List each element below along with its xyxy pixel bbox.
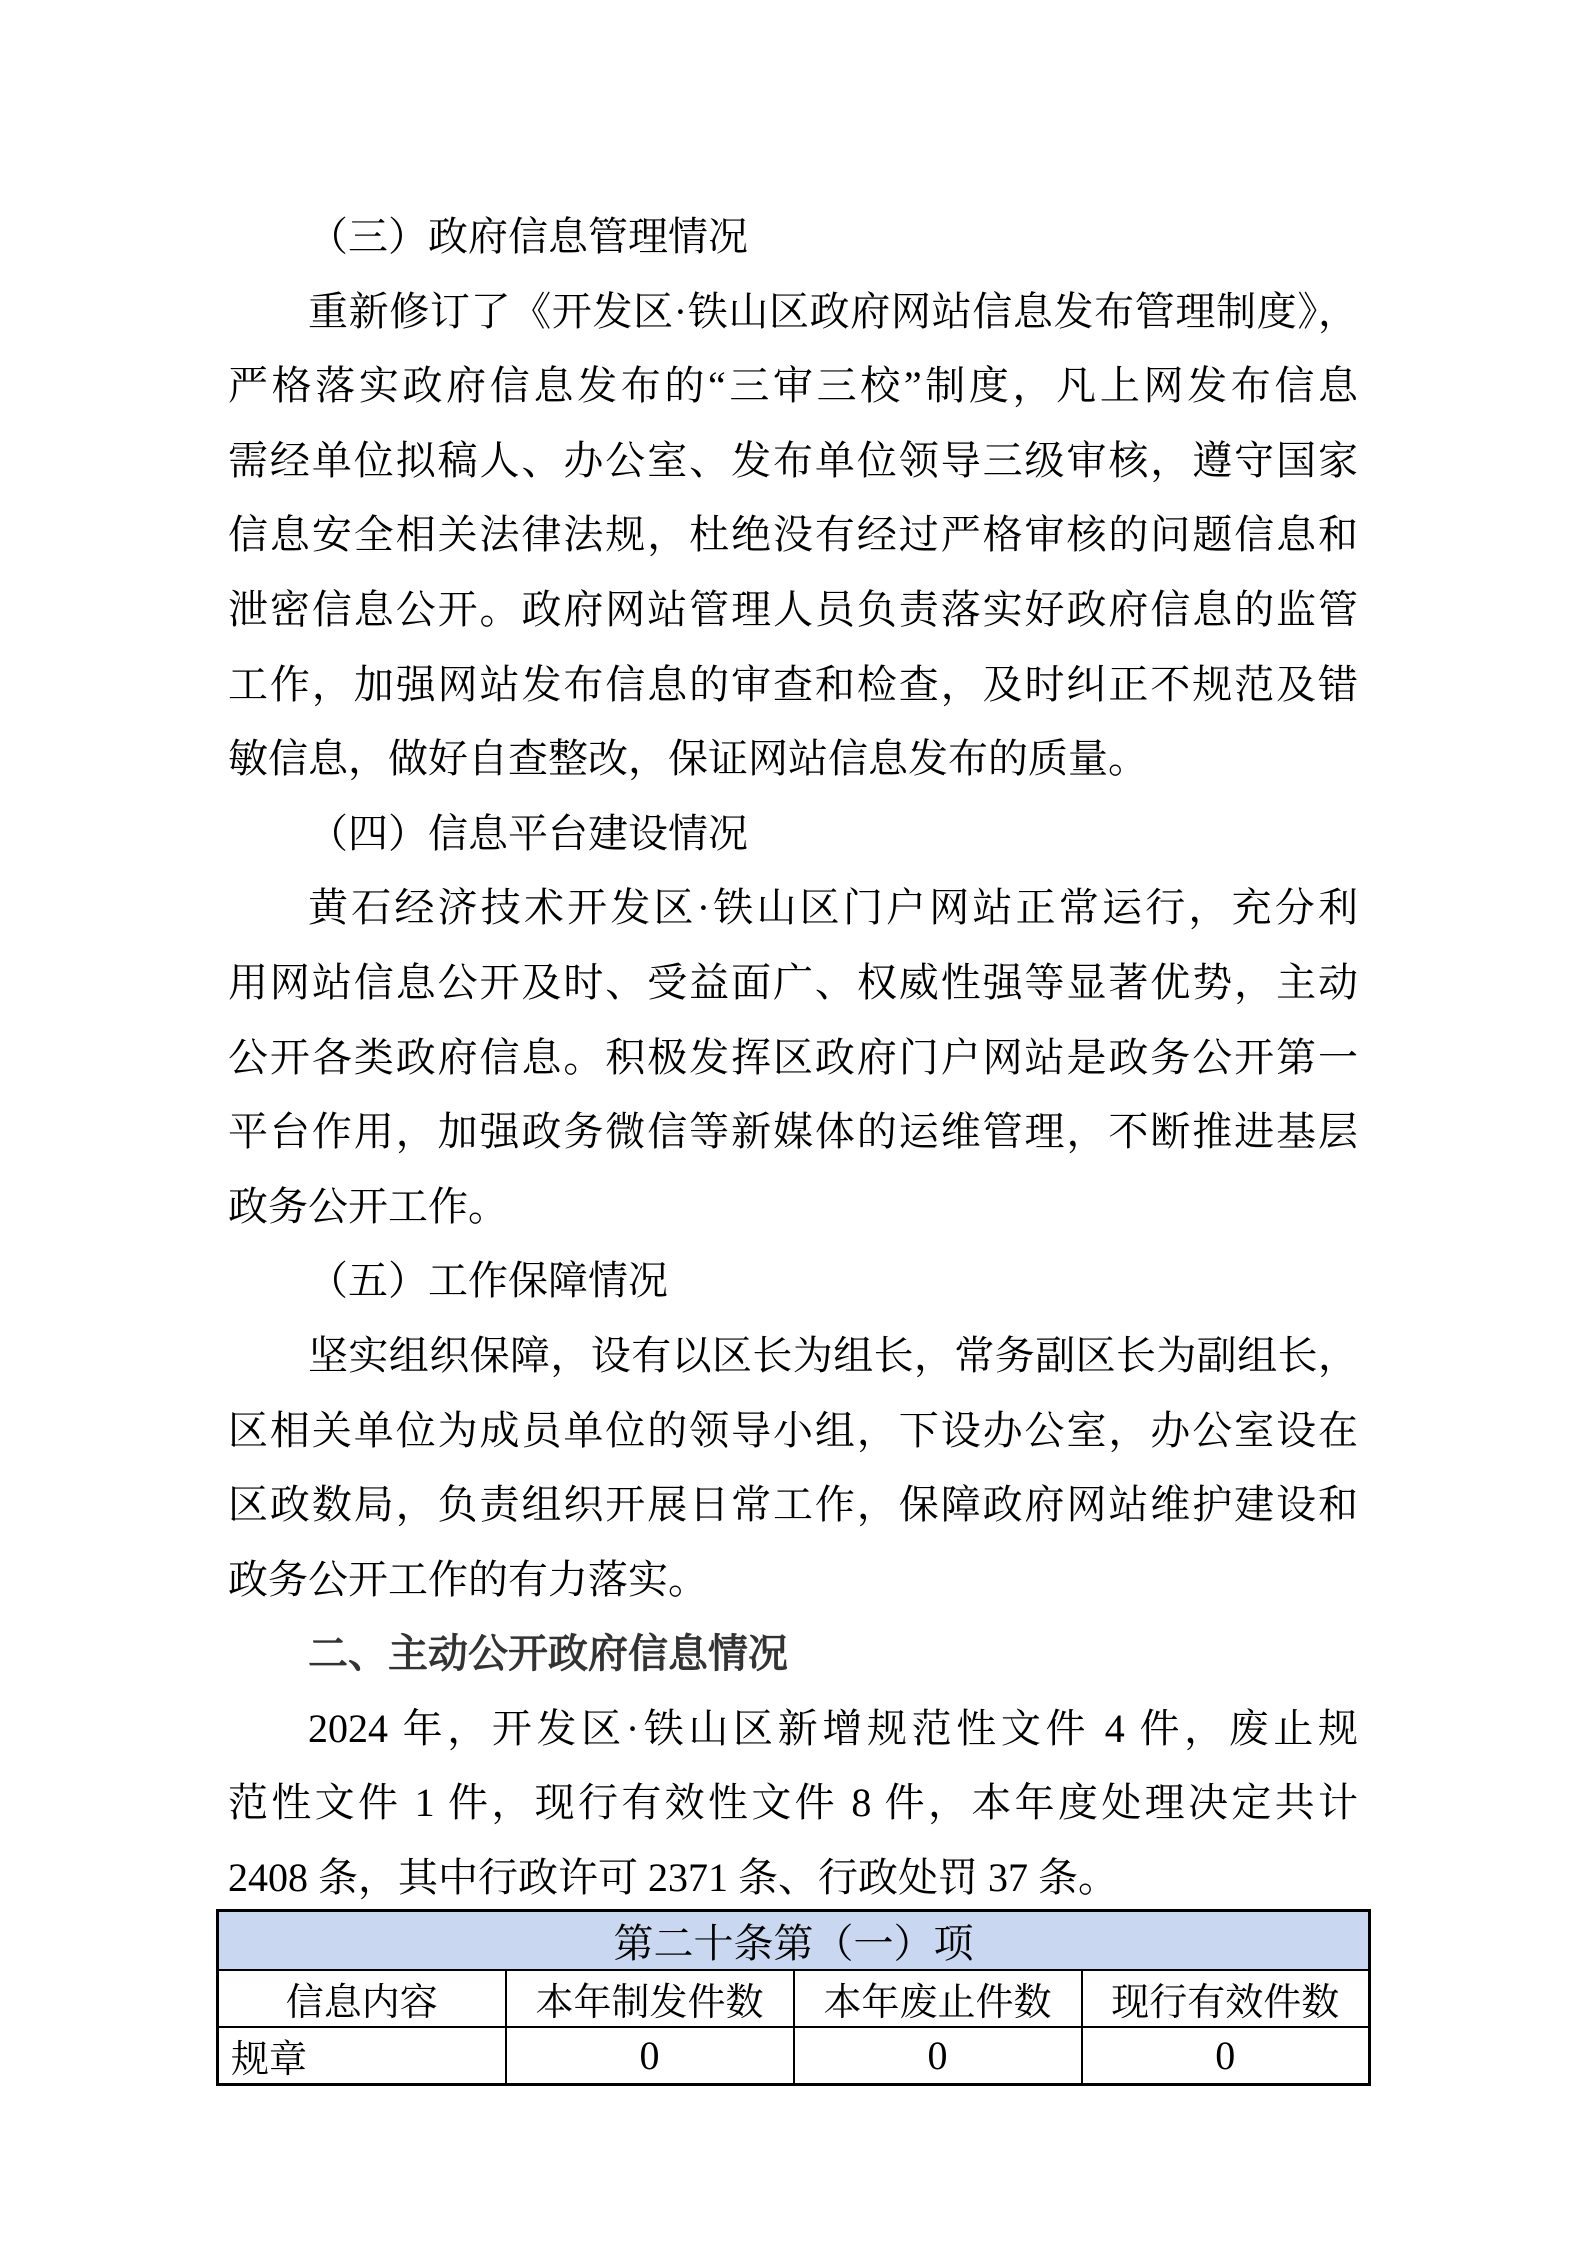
table-value-cell: 0	[506, 2027, 794, 2085]
table-header-cell: 本年制发件数	[506, 1970, 794, 2027]
paragraph-line: 严格落实政府信息发布的“三审三校”制度，凡上网发布信息	[228, 363, 1358, 409]
paragraph-line: 重新修订了《开发区·铁山区政府网站信息发布管理制度》，	[308, 288, 1358, 334]
table-value-cell: 0	[794, 2027, 1082, 2085]
table-header-cell: 本年废止件数	[794, 1970, 1082, 2027]
table-header-cell: 信息内容	[218, 1970, 506, 2027]
paragraph-line: 坚实组织保障，设有以区长为组长，常务副区长为副组长，	[308, 1332, 1358, 1378]
paragraph-line: 敏信息，做好自查整改，保证网站信息发布的质量。	[228, 736, 1148, 782]
section-heading: 二、主动公开政府信息情况	[308, 1632, 788, 1677]
paragraph-line: 区相关单位为成员单位的领导小组，下设办公室，办公室设在	[228, 1407, 1358, 1453]
table-title-row	[218, 1911, 1370, 1971]
paragraph-line: 平台作用，加强政务微信等新媒体的运维管理，不断推进基层	[228, 1109, 1358, 1155]
paragraph-line: 信息安全相关法律法规，杜绝没有经过严格审核的问题信息和	[228, 512, 1358, 558]
section-subheading: （五）工作保障情况	[308, 1258, 668, 1304]
article20-item1-table	[216, 1909, 1371, 2086]
paragraph-line: 范性文件 1 件，现行有效性文件 8 件，本年度处理决定共计	[228, 1780, 1358, 1826]
table-row-label: 规章	[218, 2027, 506, 2085]
table-header-cell: 现行有效件数	[1082, 1970, 1370, 2027]
paragraph-line: 需经单位拟稿人、办公室、发布单位领导三级审核，遵守国家	[228, 437, 1358, 483]
paragraph-line: 政务公开工作的有力落实。	[228, 1556, 708, 1602]
section-subheading: （四）信息平台建设情况	[308, 810, 748, 856]
paragraph-line: 2408 条，其中行政许可 2371 条、行政处罚 37 条。	[228, 1855, 1118, 1901]
paragraph-line: 泄密信息公开。政府网站管理人员负责落实好政府信息的监管	[228, 586, 1358, 632]
paragraph-line: 区政数局，负责组织开展日常工作，保障政府网站维护建设和	[228, 1482, 1358, 1528]
table-value-cell: 0	[1082, 2027, 1370, 2085]
table-header-row	[218, 1970, 1370, 2027]
paragraph-line: 2024 年，开发区·铁山区新增规范性文件 4 件，废止规	[308, 1705, 1358, 1751]
paragraph-line: 政务公开工作。	[228, 1183, 508, 1229]
document-body	[228, 200, 1358, 1916]
paragraph-line: 黄石经济技术开发区·铁山区门户网站正常运行，充分利	[308, 885, 1358, 931]
paragraph-line: 工作，加强网站发布信息的审查和检查，及时纠正不规范及错	[228, 661, 1358, 707]
paragraph-line: 公开各类政府信息。积极发挥区政府门户网站是政务公开第一	[228, 1034, 1358, 1080]
table-title: 第二十条第（一）项	[218, 1911, 1370, 1971]
table-body	[218, 1911, 1370, 2085]
paragraph-line: 用网站信息公开及时、受益面广、权威性强等显著优势，主动	[228, 959, 1358, 1005]
section-subheading: （三）政府信息管理情况	[308, 214, 748, 259]
table-row	[218, 2027, 1370, 2085]
